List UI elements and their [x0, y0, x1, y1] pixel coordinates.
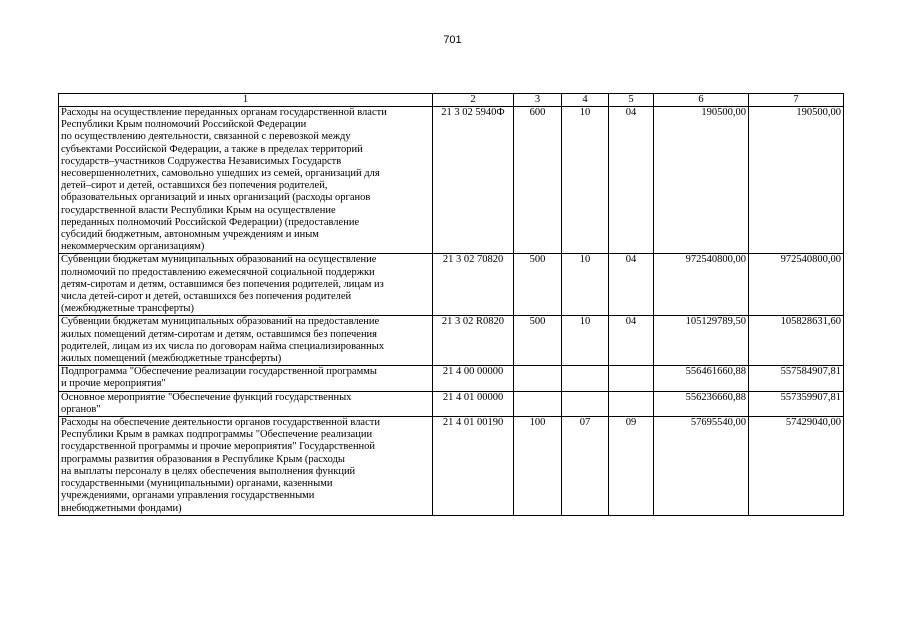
row-description — [59, 417, 433, 516]
page-number: 701 — [443, 34, 462, 46]
row-col-4: 10 — [562, 316, 609, 366]
row-amount-col-7: 190500,00 — [749, 107, 844, 254]
table-row — [59, 417, 844, 516]
header-row — [59, 94, 844, 107]
row-code: 21 3 02 5940Ф — [433, 107, 514, 254]
row-amount-col-7: 105828631,60 — [749, 316, 844, 366]
description-line: государственной власти Республики Крым на осуществление — [61, 204, 336, 216]
description-line: детям-сиротам и детям, оставшимся без попечения родителей, лицам из — [61, 278, 384, 290]
description-line: по осуществлению деятельности, связанной с перевозкой между — [61, 131, 351, 143]
row-col-5: 09 — [609, 417, 654, 516]
description-line: субъектами Российской Федерации, а также в пределах территорий — [61, 143, 363, 155]
description-line: субсидий бюджетным, автономным учреждениям и иным — [61, 229, 319, 241]
row-code: 21 3 02 70820 — [433, 254, 514, 316]
row-col-3: 500 — [514, 254, 562, 316]
row-col-5 — [609, 366, 654, 391]
description-line: государств–участников Содружества Независимых Государств — [61, 155, 342, 167]
description-line: Республики Крым в рамках подпрограммы "Обеспечение реализации — [61, 429, 373, 441]
row-amount-col-6: 190500,00 — [654, 107, 749, 254]
description-line: родителей, лицам из их числа по договорам найма специализированных — [61, 340, 385, 352]
description-line: некоммерческим организациям) — [61, 241, 205, 253]
row-amount-col-6: 105129789,50 — [654, 316, 749, 366]
description-line: (межбюджетные трансферты) — [61, 303, 194, 315]
header-col-3: 3 — [514, 94, 562, 107]
description-line: Основное мероприятие "Обеспечение функций государственных — [61, 391, 352, 403]
row-col-3 — [514, 366, 562, 391]
description-line: внебюджетными фондами) — [61, 502, 182, 514]
row-code: 21 4 00 00000 — [433, 366, 514, 391]
row-description — [59, 316, 433, 366]
row-code: 21 4 01 00000 — [433, 391, 514, 416]
description-line: государственной программы и прочие мероприятия" Государственной — [61, 441, 376, 453]
row-amount-col-6: 57695540,00 — [654, 417, 749, 516]
table-row — [59, 391, 844, 416]
row-col-4 — [562, 366, 609, 391]
description-line: Республики Крым полномочий Российской Федерации — [61, 119, 307, 131]
description-line: несовершеннолетних, самовольно ушедших из семей, организаций для — [61, 168, 380, 180]
row-code: 21 3 02 R0820 — [433, 316, 514, 366]
description-line: государственными (муниципальными) органами, казенными — [61, 478, 333, 490]
table-row — [59, 107, 844, 254]
table-row — [59, 316, 844, 366]
row-col-3 — [514, 391, 562, 416]
description-line: Субвенции бюджетам муниципальных образований на осуществление — [61, 254, 377, 266]
row-description — [59, 107, 433, 254]
description-line: детей–сирот и детей, оставшихся без попечения родителей, — [61, 180, 328, 192]
description-line: Расходы на осуществление переданных органам государственной власти — [61, 107, 387, 118]
row-col-3: 100 — [514, 417, 562, 516]
row-col-3: 500 — [514, 316, 562, 366]
row-amount-col-7: 557584907,81 — [749, 366, 844, 391]
description-line: переданных полномочий Российской Федерации) (предоставление — [61, 216, 360, 228]
row-col-5: 04 — [609, 254, 654, 316]
row-description — [59, 391, 433, 416]
header-col-6: 6 — [654, 94, 749, 107]
row-col-4: 10 — [562, 254, 609, 316]
row-amount-col-7: 57429040,00 — [749, 417, 844, 516]
row-amount-col-6: 556461660,88 — [654, 366, 749, 391]
table-row — [59, 366, 844, 391]
description-line: Расходы на обеспечение деятельности органов государственной власти — [61, 417, 380, 429]
row-col-5 — [609, 391, 654, 416]
row-amount-col-7: 557359907,81 — [749, 391, 844, 416]
row-amount-col-7: 972540800,00 — [749, 254, 844, 316]
description-line: полномочий по предоставлению ежемесячной социальной поддержки — [61, 266, 375, 278]
row-description — [59, 254, 433, 316]
description-line: жилых помещений (межбюджетные трансферты) — [61, 353, 282, 365]
description-line: Подпрограмма "Обеспечение реализации государственной программы — [61, 366, 377, 378]
header-col-2: 2 — [433, 94, 514, 107]
row-col-4: 07 — [562, 417, 609, 516]
header-col-1: 1 — [59, 94, 433, 107]
description-line: числа детей-сирот и детей, оставшихся без попечения родителей — [61, 291, 352, 303]
row-col-4 — [562, 391, 609, 416]
description-line: программы развития образования в Республике Крым (расходы — [61, 453, 345, 465]
header-col-5: 5 — [609, 94, 654, 107]
table-row — [59, 254, 844, 316]
description-line: учреждениями, органами управления государственными — [61, 490, 315, 502]
description-line: образовательных организаций и иных организаций (расходы органов — [61, 192, 371, 204]
header-col-7: 7 — [749, 94, 844, 107]
row-col-4: 10 — [562, 107, 609, 254]
description-line: и прочие мероприятия" — [61, 378, 166, 390]
table-body — [59, 107, 844, 516]
row-amount-col-6: 972540800,00 — [654, 254, 749, 316]
budget-table — [58, 93, 844, 516]
row-description — [59, 366, 433, 391]
description-line: жилых помещений детям-сиротам и детям, оставшимся без попечения — [61, 328, 378, 340]
row-code: 21 4 01 00190 — [433, 417, 514, 516]
row-col-5: 04 — [609, 316, 654, 366]
description-line: Субвенции бюджетам муниципальных образований на предоставление — [61, 316, 380, 328]
description-line: на выплаты персоналу в целях обеспечения выполнения функций — [61, 465, 356, 477]
header-col-4: 4 — [562, 94, 609, 107]
row-amount-col-6: 556236660,88 — [654, 391, 749, 416]
row-col-3: 600 — [514, 107, 562, 254]
description-line: органов" — [61, 403, 101, 415]
row-col-5: 04 — [609, 107, 654, 254]
